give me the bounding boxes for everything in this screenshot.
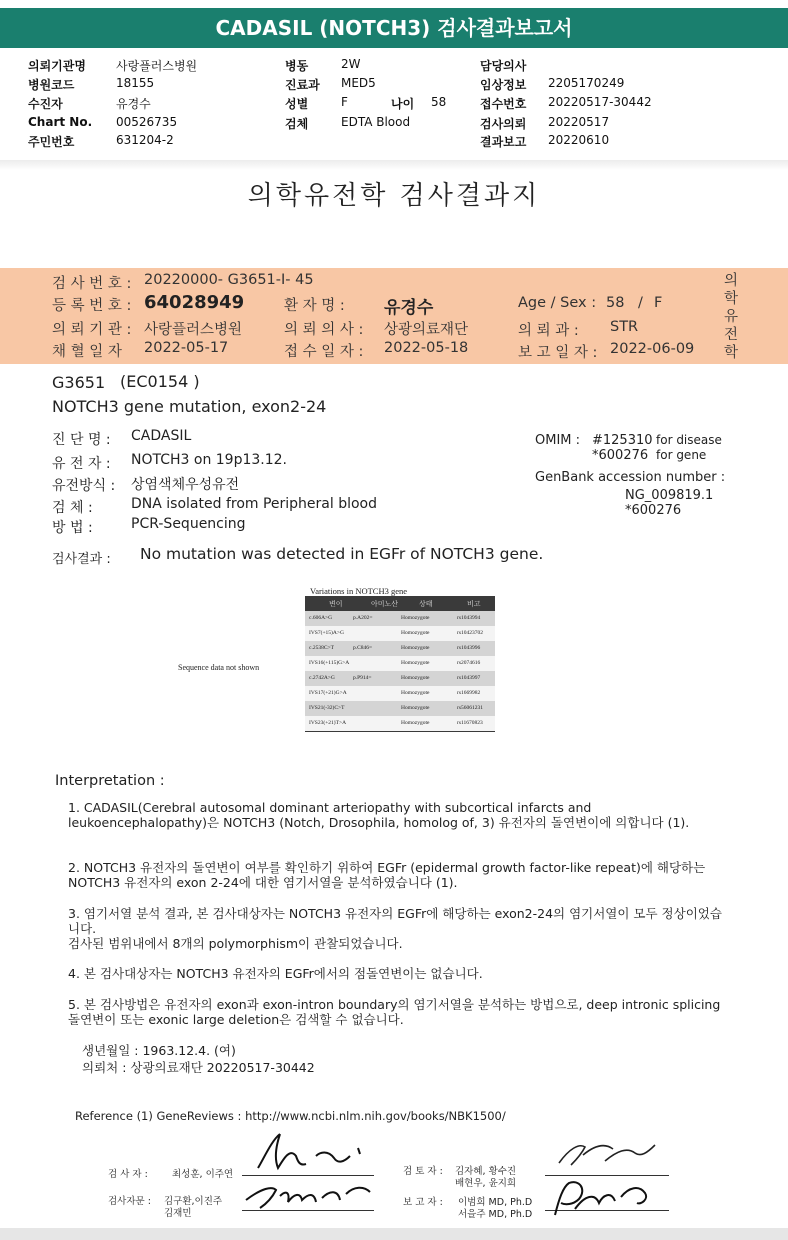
table-cell: c.606A>G bbox=[309, 615, 333, 621]
ordering-doctor-value: 상광의료재단 bbox=[384, 322, 469, 338]
expert-names-1: 김구환,이진주 bbox=[164, 1196, 223, 1207]
patient-name-value: 유경수 bbox=[384, 298, 434, 318]
reference-citation: Reference (1) GeneReviews : http://www.ncbi.nlm.nih.gov/books/NBK1500/ bbox=[75, 1109, 506, 1123]
table-row bbox=[305, 701, 495, 716]
table-cell: rs10423702 bbox=[457, 630, 483, 636]
table-cell: IVS21(-32)C>T bbox=[309, 705, 345, 711]
interpretation-item-1: 1. CADASIL(Cerebral autosomal dominant arteriopathy with subcortical infarcts and leukoencephalopathy)은 NOTCH3 (Notch, Drosophila, homolog of, 3) 유전자의 돌연변이에 의합니다 (1). bbox=[68, 800, 690, 830]
patient-name-label: 환 자 명 : bbox=[284, 298, 345, 314]
omim-label: OMIM : bbox=[535, 433, 581, 448]
chart-no-label: Chart No. bbox=[28, 115, 93, 129]
ward-label: 병동 bbox=[285, 59, 309, 73]
table-row bbox=[305, 716, 495, 731]
band-sex-value: F bbox=[654, 295, 663, 311]
interpretation-item-4: 4. 본 검사대상자는 NOTCH3 유전자의 EGFr에서의 점돌연변이는 없습니다. bbox=[68, 966, 483, 981]
hospital-code-label: 병원코드 bbox=[28, 78, 75, 92]
table-row bbox=[305, 611, 495, 626]
inst-label: 의 뢰 기 관 : bbox=[52, 322, 132, 338]
band-age-value: 58 bbox=[606, 295, 625, 311]
report-title: CADASIL (NOTCH3) 검사결과보고서 bbox=[0, 8, 788, 48]
ward-value: 2W bbox=[341, 57, 361, 71]
table-row bbox=[305, 686, 495, 701]
reg-no-label: 등 록 번 호 : bbox=[52, 298, 132, 314]
specimen-label: 검체 bbox=[285, 117, 309, 131]
vertical-char: 의 bbox=[723, 273, 738, 289]
table-row bbox=[305, 626, 495, 641]
report-date-label: 결과보고 bbox=[480, 135, 527, 149]
table-header-cell: 변이 bbox=[329, 600, 343, 608]
resident-no-value: 631204-2 bbox=[116, 133, 174, 147]
reviewer-names-2: 배현우, 윤지희 bbox=[455, 1178, 517, 1189]
table-cell: Homozygote bbox=[401, 645, 430, 651]
omim-disease-id: #125310 bbox=[592, 433, 653, 448]
test-name: NOTCH3 gene mutation, exon2-24 bbox=[52, 397, 327, 416]
specimen-info-label: 검 체 : bbox=[52, 500, 93, 516]
table-cell: Homozygote bbox=[401, 720, 430, 726]
clinical-info-value: 2205170249 bbox=[548, 76, 625, 90]
result-label: 검사결과 : bbox=[52, 552, 111, 567]
table-cell: IVS16(+115)G>A bbox=[309, 660, 350, 666]
draw-date-value: 2022-05-17 bbox=[144, 340, 229, 356]
reporter-label: 보 고 자 : bbox=[403, 1197, 443, 1208]
table-cell: rs1043997 bbox=[457, 675, 481, 681]
table-header-cell: 아미노산 bbox=[371, 600, 399, 608]
band-report-date-value: 2022-06-09 bbox=[610, 341, 695, 357]
doctor-label: 담당의사 bbox=[480, 59, 527, 73]
table-cell: IVS23(+21)T>A bbox=[309, 720, 347, 726]
reviewer-signature bbox=[555, 1135, 665, 1173]
header-separator bbox=[0, 160, 788, 170]
main-title: 의학유전학 검사결과지 bbox=[247, 181, 541, 211]
table-cell: Homozygote bbox=[401, 705, 430, 711]
birth-date: 생년월일 : 1963.12.4. (여) bbox=[82, 1043, 236, 1058]
inst-value: 사랑플러스병원 bbox=[144, 322, 243, 338]
band-sex-separator: / bbox=[638, 295, 643, 311]
receipt-no-label: 접수번호 bbox=[480, 97, 527, 111]
tester-names: 최성훈, 이주연 bbox=[172, 1169, 234, 1180]
table-row bbox=[305, 656, 495, 671]
tester-signature bbox=[250, 1128, 370, 1176]
request-date-label: 검사의뢰 bbox=[480, 117, 527, 131]
diagnosis-value: CADASIL bbox=[131, 428, 192, 444]
inheritance-label: 유전방식 : bbox=[52, 478, 116, 494]
ordering-dept-label: 의 뢰 과 : bbox=[518, 323, 579, 339]
expert-label: 검사자문 : bbox=[108, 1196, 151, 1207]
table-cell: IVS17(+21)G>A bbox=[309, 690, 347, 696]
vertical-char: 학 bbox=[723, 291, 738, 307]
vertical-char: 학 bbox=[723, 345, 738, 361]
chart-no-value: 00526735 bbox=[116, 115, 178, 129]
method-label: 방 법 : bbox=[52, 520, 93, 536]
table-cell: Homozygote bbox=[401, 615, 430, 621]
receipt-no-value: 20220517-30442 bbox=[548, 95, 652, 109]
dept-value: MED5 bbox=[341, 76, 376, 90]
interpretation-item-2: 2. NOTCH3 유전자의 돌연변이 여부를 확인하기 위하여 EGFr (epidermal growth factor-like repeat)에 해당하는 NOTCH3 유전자의 exon 2-24에 대한 염기서열을 분석하였습니다 (1). bbox=[68, 860, 706, 890]
test-no-value: 20220000- G3651-I- 45 bbox=[144, 272, 314, 288]
table-cell: p.P914= bbox=[353, 675, 372, 681]
vertical-char: 전 bbox=[723, 327, 738, 343]
table-cell: IVS7(+15)A>G bbox=[309, 630, 344, 636]
draw-date-label: 채 혈 일 자 bbox=[52, 344, 122, 360]
band-report-date-label: 보 고 일 자 : bbox=[518, 345, 598, 361]
variation-table-title: Variations in NOTCH3 gene bbox=[310, 586, 408, 596]
interpretation-item-5: 5. 본 검사방법은 유전자의 exon과 exon-intron boundary의 염기서열을 분석하는 방법으로, deep intronic splicing 돌연변이 또는 exonic large deletion은 검색할 수 없습니다. bbox=[68, 997, 721, 1027]
expert-names-2: 김재민 bbox=[164, 1208, 192, 1219]
reg-no-value: 64028949 bbox=[144, 292, 245, 313]
table-cell: p.C846= bbox=[353, 645, 373, 651]
table-cell: rs1043994 bbox=[457, 615, 481, 621]
ordering-dept-value: STR bbox=[610, 319, 639, 335]
reviewer-label: 검 토 자 : bbox=[403, 1166, 443, 1177]
table-cell: Homozygote bbox=[401, 630, 430, 636]
omim-gene-desc: for gene bbox=[656, 448, 707, 462]
reviewer-names-1: 김자혜, 황수진 bbox=[455, 1166, 517, 1177]
table-cell: rs1669982 bbox=[457, 690, 481, 696]
report-date-value: 20220610 bbox=[548, 133, 610, 147]
result-text: No mutation was detected in EGFr of NOTCH3 gene. bbox=[140, 545, 544, 563]
recv-date-value: 2022-05-18 bbox=[384, 340, 469, 356]
resident-no-label: 주민번호 bbox=[28, 135, 75, 149]
gene-value: NOTCH3 on 19p13.12. bbox=[131, 452, 288, 468]
table-cell: c.2538C>T bbox=[309, 645, 334, 651]
clinical-info-label: 임상정보 bbox=[480, 78, 527, 92]
hospital-code-value: 18155 bbox=[116, 76, 155, 90]
interpretation-item-3: 3. 염기서열 분석 결과, 본 검사대상자는 NOTCH3 유전자의 EGFr에 해당하는 exon2-24의 염기서열이 모두 정상이었습니다. bbox=[68, 906, 722, 936]
table-cell: c.2742A>G bbox=[309, 675, 335, 681]
interpretation-item-3b: 검사된 범위내에서 8개의 polymorphism이 관찰되었습니다. bbox=[68, 936, 403, 951]
age-label: 나이 bbox=[391, 97, 415, 111]
omim-disease-desc: for disease bbox=[656, 433, 722, 447]
table-cell: rs11670823 bbox=[457, 720, 483, 726]
genbank-accession: NG_009819.1 bbox=[625, 488, 714, 503]
referral-source: 의뢰처 : 상광의료재단 20220517-30442 bbox=[82, 1060, 315, 1075]
reporter-signature bbox=[545, 1175, 665, 1223]
diagnosis-label: 진 단 명 : bbox=[52, 432, 111, 448]
dept-label: 진료과 bbox=[285, 78, 320, 92]
table-cell: rs56061231 bbox=[457, 705, 483, 711]
reporter-names-1: 이범희 MD, Ph.D bbox=[458, 1197, 533, 1208]
table-row bbox=[305, 671, 495, 686]
sex-value: F bbox=[341, 95, 348, 109]
test-no-label: 검 사 번 호 : bbox=[52, 276, 132, 292]
vertical-side-label bbox=[722, 272, 740, 362]
age-value: 58 bbox=[431, 95, 447, 109]
table-cell: p.A202= bbox=[353, 615, 373, 621]
sequence-note: Sequence data not shown bbox=[178, 663, 260, 672]
table-row bbox=[305, 641, 495, 656]
specimen-info-value: DNA isolated from Peripheral blood bbox=[131, 496, 378, 512]
age-sex-label: Age / Sex : bbox=[518, 295, 597, 311]
recv-date-label: 접 수 일 자 : bbox=[284, 344, 364, 360]
tester-label: 검 사 자 : bbox=[108, 1169, 148, 1180]
reporter-names-2: 서을주 MD, Ph.D bbox=[458, 1209, 533, 1220]
table-cell: Homozygote bbox=[401, 660, 430, 666]
table-cell: Homozygote bbox=[401, 690, 430, 696]
method-value: PCR-Sequencing bbox=[131, 516, 246, 532]
institution-value: 사랑플러스병원 bbox=[116, 59, 198, 73]
institution-label: 의뢰기관명 bbox=[28, 59, 86, 73]
test-subcode: (EC0154 ) bbox=[120, 372, 200, 391]
genbank-label: GenBank accession number : bbox=[535, 470, 726, 485]
variation-table bbox=[305, 596, 495, 732]
table-header-cell: 상태 bbox=[419, 600, 433, 608]
table-cell: Homozygote bbox=[401, 675, 430, 681]
expert-signature bbox=[242, 1180, 382, 1212]
ordering-doctor-label: 의 뢰 의 사 : bbox=[284, 322, 364, 338]
genbank-gene-id: *600276 bbox=[625, 503, 682, 518]
sex-label: 성별 bbox=[285, 97, 309, 111]
test-code: G3651 bbox=[52, 373, 106, 392]
specimen-value: EDTA Blood bbox=[341, 115, 411, 129]
page-bottom-edge bbox=[0, 1228, 788, 1240]
inheritance-value: 상염색체우성유전 bbox=[131, 477, 240, 493]
table-cell: rs2074616 bbox=[457, 660, 481, 666]
interpretation-heading: Interpretation : bbox=[55, 773, 165, 789]
table-cell: rs1043996 bbox=[457, 645, 481, 651]
table-header-cell: 비고 bbox=[467, 600, 481, 608]
patient-label: 수진자 bbox=[28, 97, 63, 111]
request-date-value: 20220517 bbox=[548, 115, 610, 129]
omim-gene-id: *600276 bbox=[592, 448, 649, 463]
gene-label: 유 전 자 : bbox=[52, 456, 111, 472]
vertical-char: 유 bbox=[723, 309, 738, 325]
patient-value: 유경수 bbox=[116, 97, 151, 111]
variation-table-header bbox=[305, 596, 495, 611]
